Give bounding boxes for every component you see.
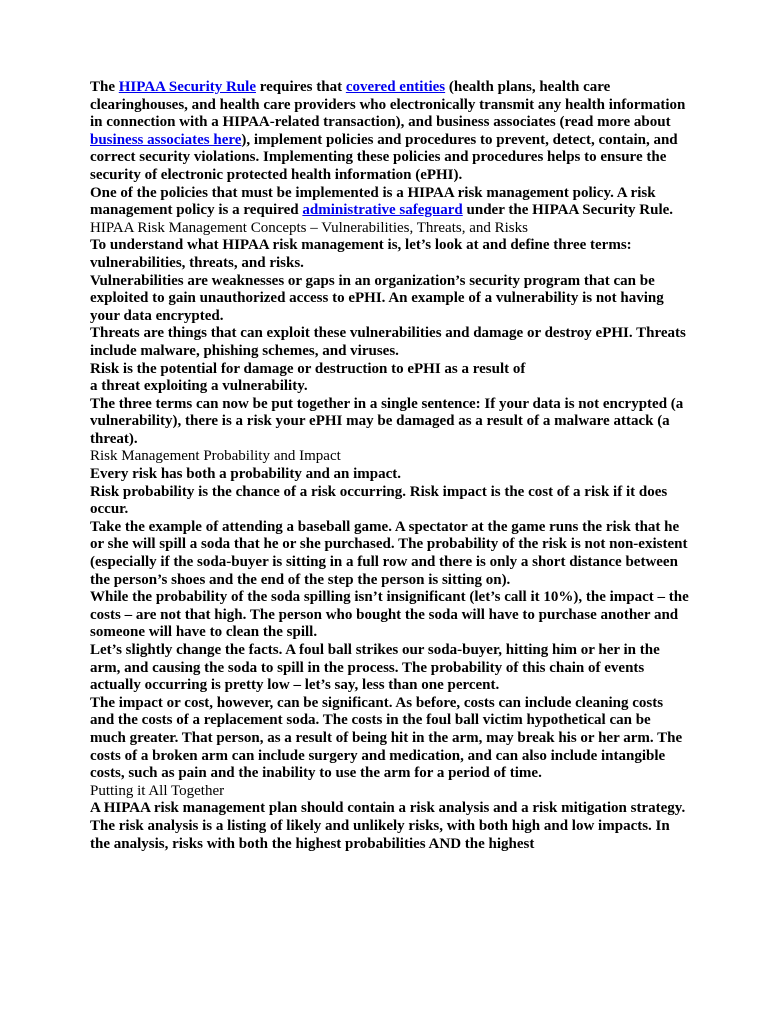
link-hipaa-security-rule[interactable]: HIPAA Security Rule [118, 79, 256, 95]
text: One of the policies that must be implemented is a HIPAA risk management policy. A risk management policy is a required [90, 184, 656, 219]
paragraph-plan: A HIPAA risk management plan should contain a risk analysis and a risk mitigation strategy. [90, 800, 686, 817]
paragraph-three-terms: The three terms can now be put together in a single sentence: If your data is not encrypted (a vulnerability), there is a risk your ePHI may be damaged as a result of a malware attack (a threat). [90, 395, 684, 447]
paragraph-impact-cost: The impact or cost, however, can be significant. As before, costs can include cleaning costs and the costs of a replacement soda. The costs in the foul ball victim hypothetical can be much greater. That person, as a result of being hit in the arm, may break his or her arm. The costs of a broken arm can include surgery and medication, and can also include intangible costs, such as pain and the inability to use the arm for a period of time. [90, 694, 683, 782]
paragraph-baseball: Take the example of attending a baseball game. A spectator at the game runs the risk that he or she will spill a soda that he or she purchased. The probability of the risk is not non-existent (especially if the soda-buyer is sitting in a full row and there is only a short distance between the person’s shoes and the end of the step the person is sitting on). [90, 518, 688, 588]
text: a threat exploiting a vulnerability. [90, 378, 308, 395]
paragraph-risk [90, 361, 690, 396]
text: The [90, 79, 119, 95]
heading-concepts: HIPAA Risk Management Concepts – Vulnerabilities, Threats, and Risks [90, 219, 528, 236]
paragraph-risk-probability: Risk probability is the chance of a risk occurring. Risk impact is the cost of a risk if it does occur. [90, 483, 668, 518]
link-business-associates[interactable]: business associates here [90, 131, 242, 148]
document-body [90, 79, 690, 853]
text: Risk is the potential for damage or destruction to ePHI as a result of [90, 360, 526, 377]
text: under the HIPAA Security Rule. [462, 202, 674, 219]
text: requires that [255, 79, 346, 95]
heading-probability-impact: Risk Management Probability and Impact [90, 448, 341, 465]
link-covered-entities[interactable]: covered entities [345, 79, 446, 95]
paragraph-risk-analysis: The risk analysis is a listing of likely and unlikely risks, with both high and low impacts. In the analysis, risks with both the highest probabilities AND the highest [90, 817, 670, 852]
paragraph-foul-ball: Let’s slightly change the facts. A foul ball strikes our soda-buyer, hitting him or her in the arm, and causing the soda to spill in the process. The probability of this chain of events actually occurring is pretty low – let’s say, less than one percent. [90, 642, 660, 694]
text: (health plans, health care clearinghouses, and health care providers who electronically transmit any health information in connection with a HIPAA-related transaction), and business associates (read more about [90, 79, 686, 131]
text: ), implement policies and procedures to prevent, detect, contain, and correct security violations. Implementing these policies and procedures helps to ensure the security of electronic protected health information (ePHI). [90, 131, 678, 183]
paragraph-threats: Threats are things that can exploit these vulnerabilities and damage or destroy ePHI. Threats include malware, phishing schemes, and viruses. [90, 325, 686, 359]
paragraph-soda-spill: While the probability of the soda spilling isn’t insignificant (let’s call it 10%), the impact – the costs – are not that high. The person who bought the soda will have to purchase another and someone will have to clean the spill. [90, 589, 689, 641]
link-administrative-safeguard[interactable]: administrative safeguard [302, 202, 463, 219]
paragraph-understand: To understand what HIPAA risk management is, let’s look at and define three terms: vulnerabilities, threats, and risks. [90, 237, 632, 271]
paragraph-every-risk: Every risk has both a probability and an impact. [90, 466, 402, 483]
paragraph-vulnerabilities: Vulnerabilities are weaknesses or gaps in an organization’s security program that can be exploited to gain unauthorized access to ePHI. An example of a vulnerability is not having your data encrypted. [90, 272, 664, 324]
heading-putting-together: Putting it All Together [90, 782, 225, 799]
paragraph-policy [90, 185, 690, 220]
paragraph-intro [90, 79, 690, 185]
